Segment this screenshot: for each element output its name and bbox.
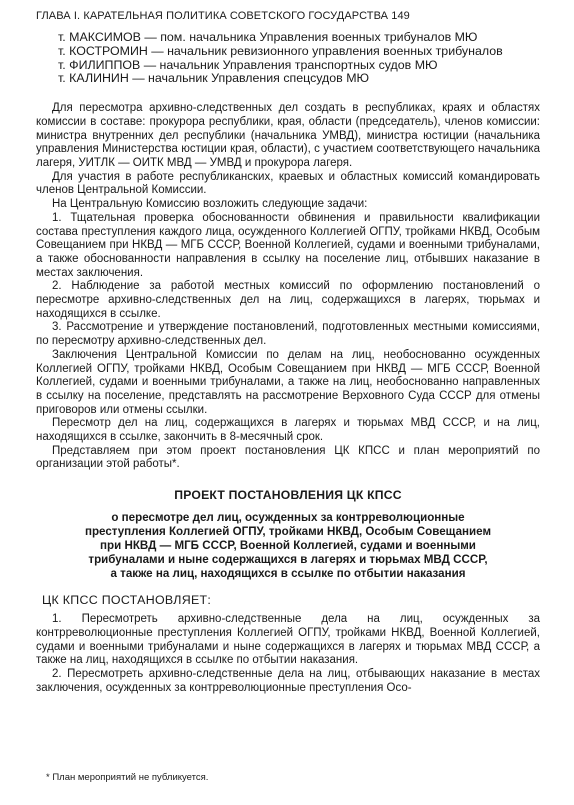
paragraph-task-3: 3. Рассмотрение и утверждение постановлений, подготовленных местными комиссиями, по пересмотру архивно-следственных дел. [36, 321, 540, 348]
resolves-heading: ЦК КПСС ПОСТАНОВЛЯЕТ: [42, 593, 212, 608]
decree-body [36, 613, 540, 695]
paragraph-participation: Для участия в работе республиканских, краевых и областных комиссий командировать членов Центральной Комиссии. [36, 170, 540, 197]
decree-subtitle-line: преступления Коллегией ОГПУ, тройками НКВД, Особым Совещанием [84, 525, 492, 539]
official-kalinin: т. КАЛИНИН — начальник Управления спецсудов МЮ [58, 71, 370, 86]
footnote: * План мероприятий не публикуется. [46, 772, 209, 783]
official-filippov: т. ФИЛИППОВ — начальник Управления транспортных судов МЮ [58, 57, 438, 72]
paragraph-task-1: 1. Тщательная проверка обоснованности обвинения и правильности квалификации состава преступления каждого лица, осужденного Коллегией ОГПУ, тройками НКВД, Особым Совещанием при НКВД — МГБ СССР, Военной Коллегией, судами и военными трибуналами, а также обоснованности направления в ссылку на поселение лиц, отбывших наказание в местах заключения. [36, 211, 540, 279]
decree-paragraph-2: 2. Пересмотреть архивно-следственные дела на лиц, отбывающих наказание в местах заключения, осужденных за контрреволюционные преступления Осо- [36, 667, 540, 694]
decree-title: ПРОЕКТ ПОСТАНОВЛЕНИЯ ЦК КПСС [174, 488, 402, 503]
decree-subtitle [36, 511, 540, 581]
running-head: ГЛАВА I. КАРАТЕЛЬНАЯ ПОЛИТИКА СОВЕТСКОГО ГОСУДАРСТВА 149 [36, 10, 410, 22]
decree-subtitle-line: трибуналами и ныне содержащихся в лагерях и тюрьмах МВД СССР, [88, 553, 488, 567]
decree-subtitle-line: при НКВД — МГБ СССР, Военной Коллегией, судами и военными [100, 539, 476, 553]
decree-subtitle-line: а также на лиц, находящихся в ссылке по отбытии наказания [110, 567, 466, 581]
official-maksimov: т. МАКСИМОВ — пом. начальника Управления военных трибуналов МЮ [58, 30, 478, 44]
paragraph-commissions: Для пересмотра архивно-следственных дел создать в республиках, краях и областях комиссии в составе: прокурора республики, края, области (председатель), членов комиссии: министра внутренних дел республики (начальника УМВД), министра юстиции (начальника управления Министерства юстиции края, области), с участием соответствующего начальника лагеря, УИТЛК — ОИТК МВД — УМВД и прокурора лагеря. [36, 102, 540, 169]
officials-list [58, 31, 540, 86]
letter-body [36, 102, 540, 472]
official-kostromin: т. КОСТРОМИН — начальник ревизионного управления военных трибуналов [58, 43, 503, 58]
paragraph-deadline: Пересмотр дел на лиц, содержащихся в лагерях и тюрьмах МВД СССР, и на лиц, находящихся в ссылке, закончить в 8-месячный срок. [36, 417, 540, 444]
paragraph-task-2: 2. Наблюдение за работой местных комиссий по оформлению постановлений о пересмотре архивно-следственных дел на лиц, содержащихся в лагерях, тюрьмах и находящихся в ссылке. [36, 280, 540, 320]
paragraph-tasks-intro: На Центральную Комиссию возложить следующие задачи: [52, 198, 368, 211]
decree-paragraph-1: 1. Пересмотреть архивно-следственные дела на лиц, осужденных за контрреволюционные преступления Коллегией ОГПУ, тройками НКВД, Военной Коллегией, судами и военными трибуналами и ныне содержащихся в лагерях и тюрьмах МВД СССР, а также на лиц, находящихся в ссылке по отбытии наказания. [36, 613, 540, 667]
decree-subtitle-line: о пересмотре дел лиц, осужденных за контрреволюционные [111, 511, 465, 525]
paragraph-attachment: Представляем при этом проект постановления ЦК КПСС и план мероприятий по организации этой работы*. [36, 444, 540, 471]
paragraph-conclusions: Заключения Центральной Комиссии по делам на лиц, необоснованно осужденных Коллегией ОГПУ, тройками НКВД, Особым Совещанием при НКВД — МГБ СССР, Военной Коллегией, судами и военными трибуналами, а также на лиц, необоснованно направленных в ссылку на поселение, представлять на рассмотрение Верховного Суда СССР для отмены приговоров или отмены ссылки. [36, 348, 540, 416]
